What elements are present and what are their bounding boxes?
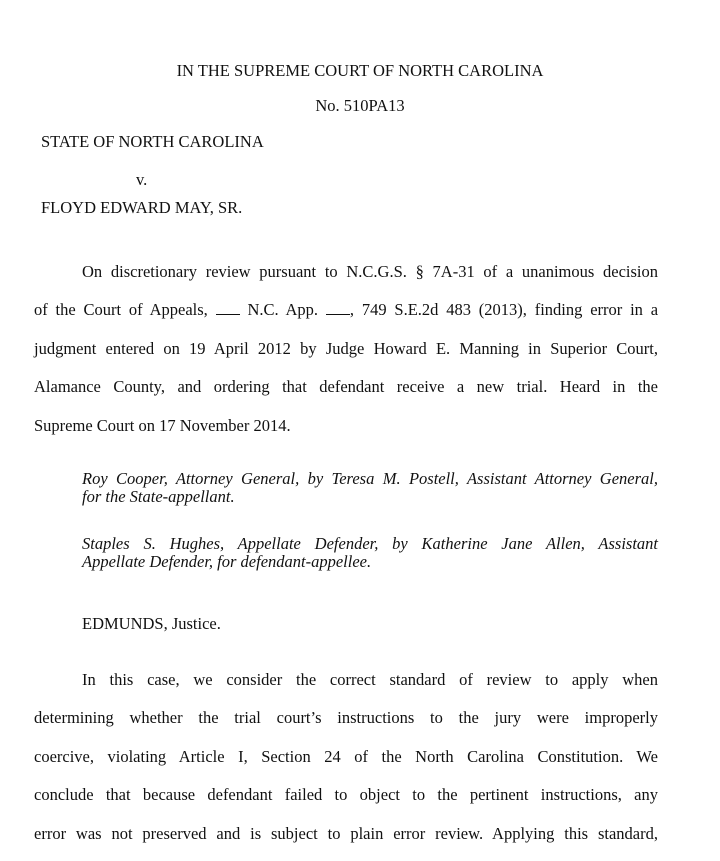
procedural-line-part: , 749 S.E.2d 483 (2013), finding error in a <box>349 300 659 319</box>
procedural-line: Supreme Court on 17 November 2014. <box>34 416 291 435</box>
counsel-line: Roy Cooper, Attorney General, by Teresa M. Postell, Assistant Attorney General, <box>82 469 658 488</box>
counsel-line: for the State-appellant. <box>82 487 235 506</box>
opinion-line: conclude that because defendant failed to object to the pertinent instructions, any <box>34 785 658 804</box>
counsel-line: Appellate Defender, for defendant-appellee. <box>82 552 372 571</box>
opinion-line: error was not preserved and is subject to plain error review. Applying this standard, <box>34 824 658 843</box>
counsel-line: Staples S. Hughes, Appellate Defender, by Katherine Jane Allen, Assistant <box>82 534 658 553</box>
docket-number: No. 510PA13 <box>315 96 405 115</box>
opinion-author: EDMUNDS, Justice. <box>82 614 221 633</box>
opinion-line: In this case, we consider the correct standard of review to apply when <box>82 670 658 689</box>
citation-blank <box>216 301 240 315</box>
caption-plaintiff: STATE OF NORTH CAROLINA <box>41 132 264 151</box>
caption-versus: v. <box>136 170 148 189</box>
caption-defendant: FLOYD EDWARD MAY, SR. <box>41 198 243 217</box>
procedural-line <box>34 300 658 320</box>
procedural-line-part: N.C. App. <box>247 300 319 319</box>
procedural-line-part: of the Court of Appeals, <box>34 300 208 319</box>
citation-blank <box>326 301 350 315</box>
court-heading: IN THE SUPREME COURT OF NORTH CAROLINA <box>176 61 544 80</box>
procedural-line: Alamance County, and ordering that defendant receive a new trial. Heard in the <box>34 377 658 396</box>
procedural-line: judgment entered on 19 April 2012 by Judge Howard E. Manning in Superior Court, <box>34 339 658 358</box>
procedural-line: On discretionary review pursuant to N.C.G.S. § 7A-31 of a unanimous decision <box>82 262 658 281</box>
opinion-line: determining whether the trial court’s instructions to the jury were improperly <box>34 708 658 727</box>
opinion-line: coercive, violating Article I, Section 24 of the North Carolina Constitution. We <box>34 747 658 766</box>
